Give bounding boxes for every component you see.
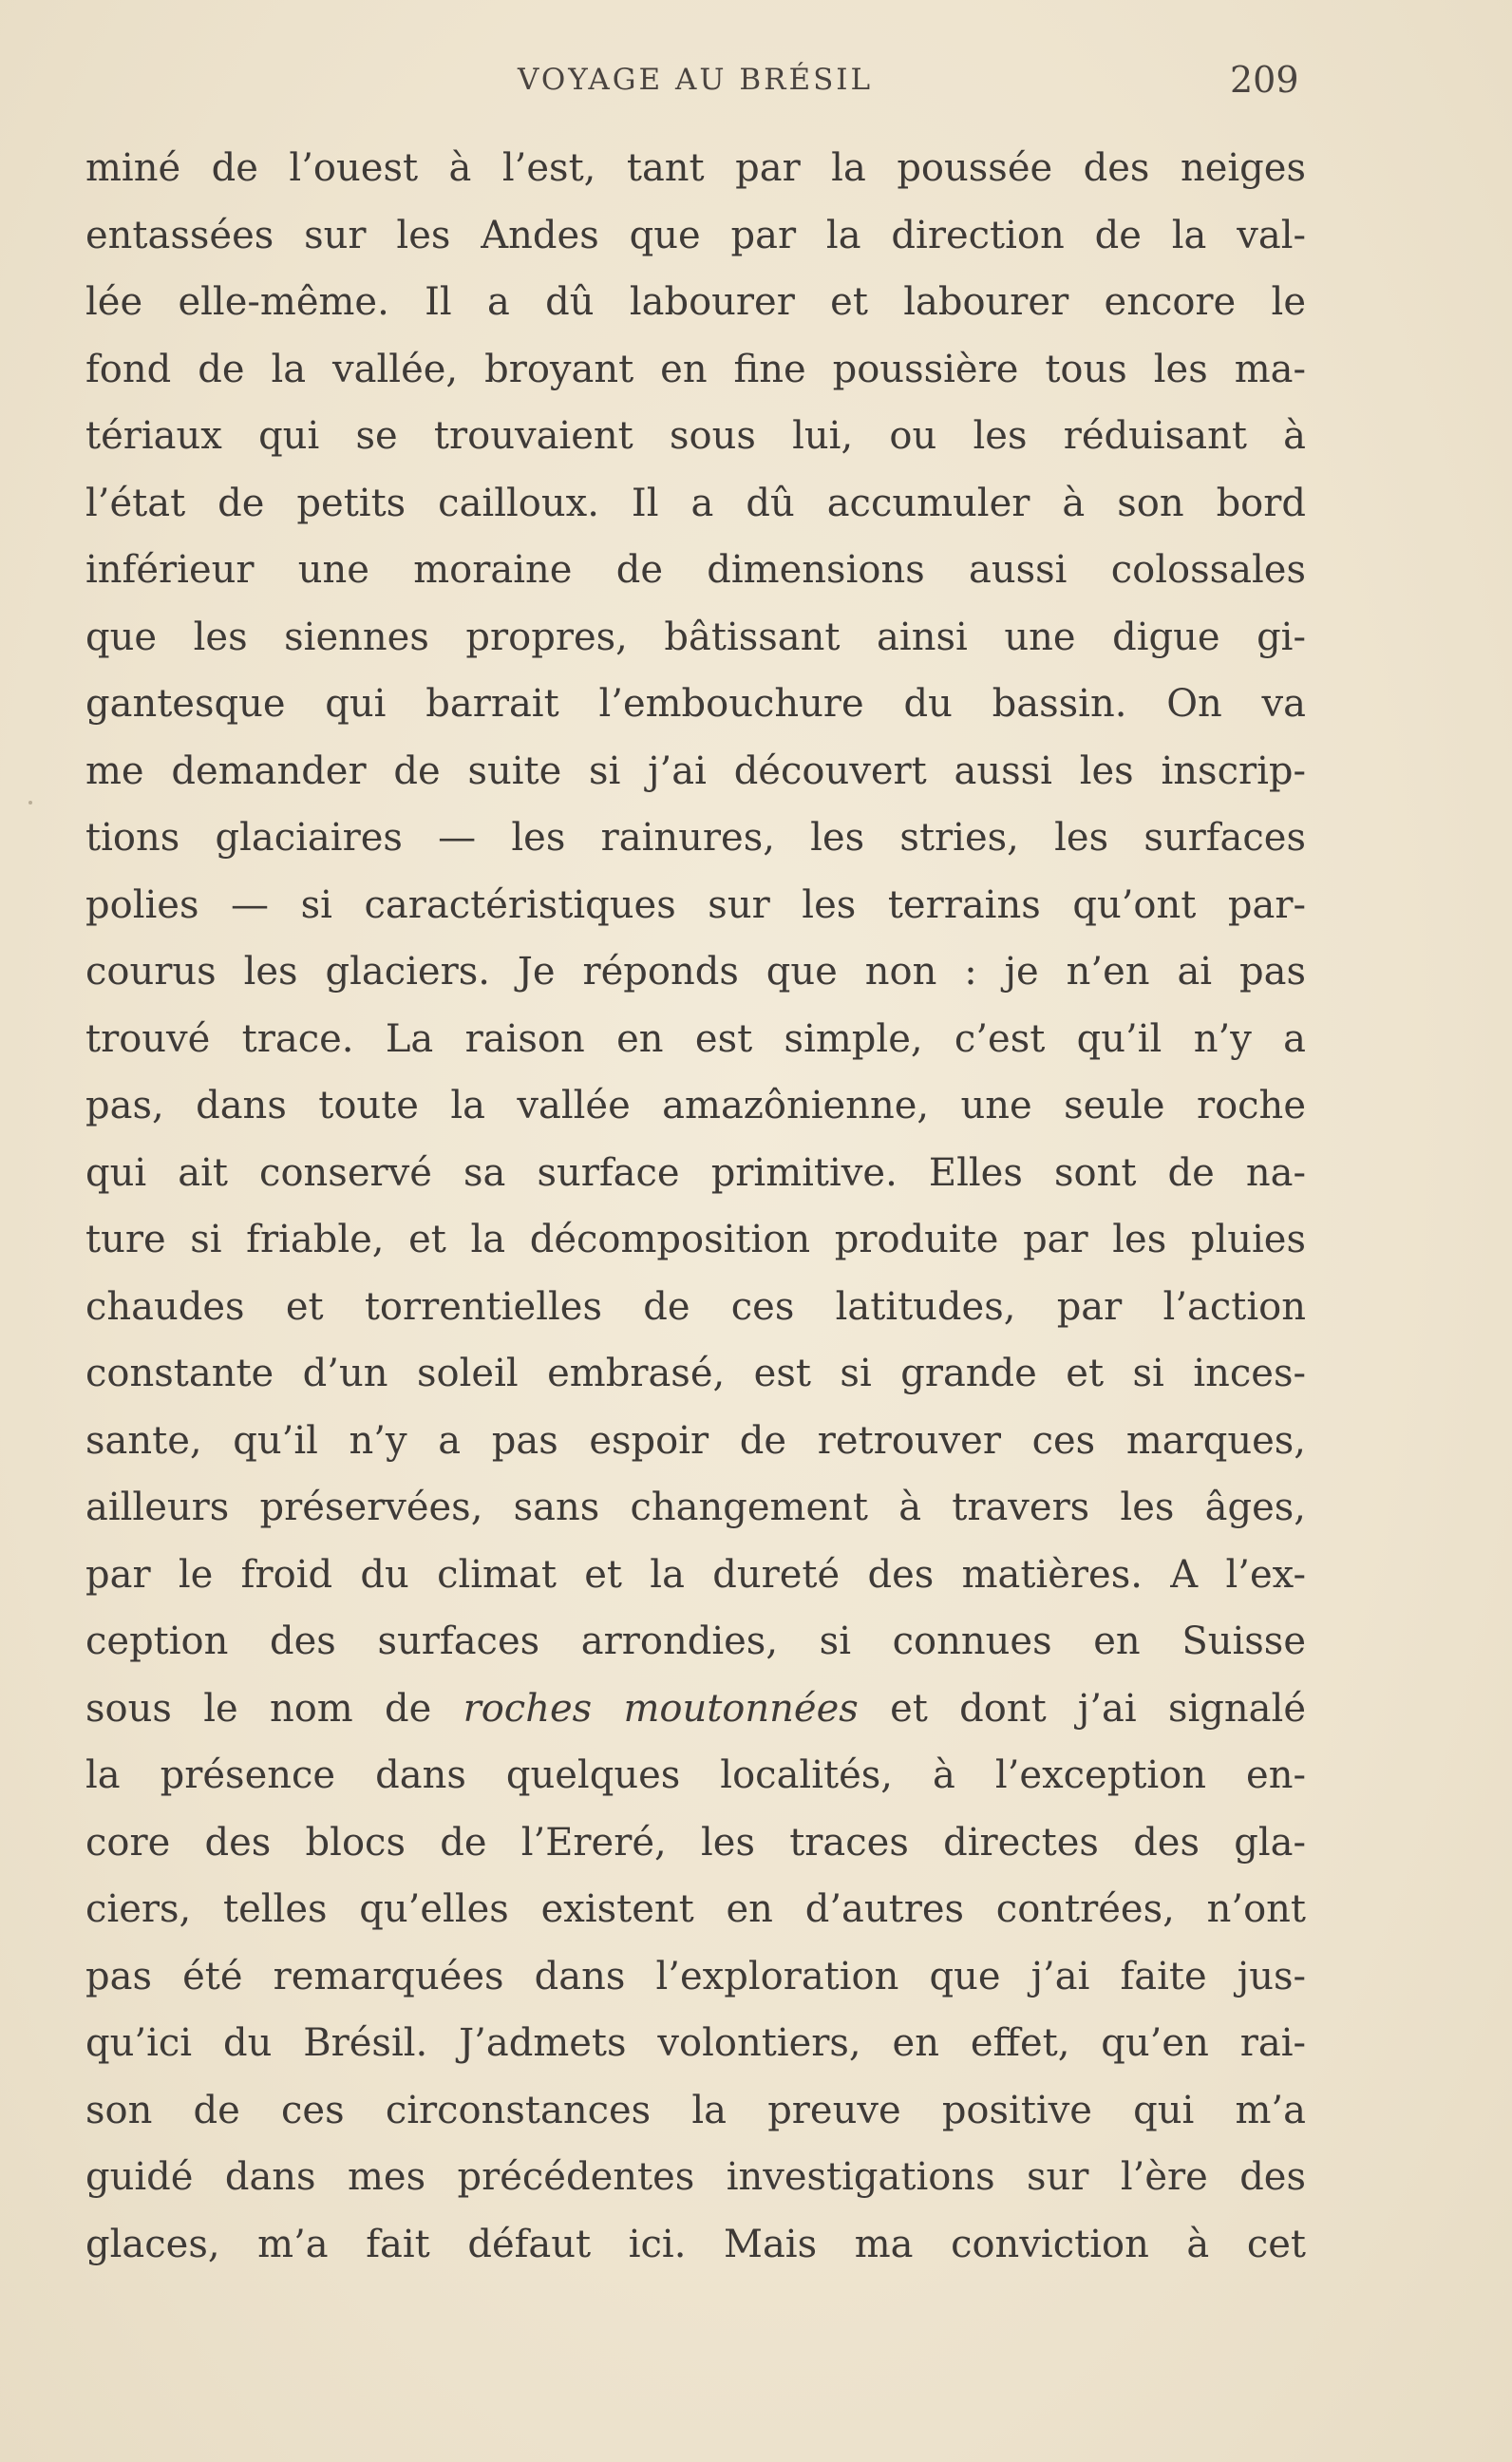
text-line: polies — si caractéristiques sur les terrains qu’ont par- <box>85 882 1306 927</box>
text-line: inférieur une moraine de dimensions aussi colossales <box>85 548 1306 592</box>
text-line: sante, qu’il n’y a pas espoir de retrouver ces marques, <box>85 1418 1306 1463</box>
body-text <box>85 135 1306 2278</box>
line-segment: sous le nom de <box>85 1686 463 1731</box>
text-line: lée elle-même. Il a dû labourer et labourer encore le <box>85 280 1306 324</box>
text-line: ture si friable, et la décomposition produite par les pluies <box>85 1218 1306 1261</box>
text-line: me demander de suite si j’ai découvert aussi les inscrip- <box>85 748 1306 793</box>
text-line: core des blocs de l’Ereré, les traces directes des gla- <box>85 1820 1306 1865</box>
text-line: miné de l’ouest à l’est, tant par la poussée des neiges <box>85 146 1306 190</box>
text-line: entassées sur les Andes que par la direction de la val- <box>85 213 1306 257</box>
text-line: ciers, telles qu’elles existent en d’autres contrées, n’ont <box>85 1887 1306 1931</box>
text-line: ailleurs préservées, sans changement à travers les âges, <box>85 1486 1306 1529</box>
text-line: tions glaciaires — les rainures, les stries, les surfaces <box>85 816 1306 860</box>
text-line: gantesque qui barrait l’embouchure du bassin. On va <box>85 682 1306 726</box>
text-line: que les siennes propres, bâtissant ainsi une digue gi- <box>85 615 1306 659</box>
text-line: ception des surfaces arrondies, si connues en Suisse <box>85 1619 1306 1663</box>
text-line: tériaux qui se trouvaient sous lui, ou les réduisant à <box>85 414 1306 458</box>
text-line: chaudes et torrentielles de ces latitudes, par l’action <box>85 1284 1306 1329</box>
paper-speck <box>28 801 32 805</box>
text-line: fond de la vallée, broyant en fine poussière tous les ma- <box>85 347 1306 391</box>
running-head <box>0 59 1512 106</box>
text-line: constante d’un soleil embrasé, est si grande et si inces- <box>85 1352 1306 1395</box>
italic-term: roches moutonnées <box>463 1686 859 1731</box>
text-line: qu’ici du Brésil. J’admets volontiers, en effet, qu’en rai- <box>85 2021 1306 2065</box>
text-line: son de ces circonstances la preuve positive qui m’a <box>85 2088 1306 2132</box>
text-line: pas été remarquées dans l’exploration que j’ai faite jus- <box>85 1954 1306 1998</box>
text-line: courus les glaciers. Je réponds que non : je n’en ai pas <box>85 950 1306 994</box>
text-line: l’état de petits cailloux. Il a dû accumuler à son bord <box>85 481 1306 525</box>
text-line: guidé dans mes précédentes investigations sur l’ère des <box>85 2155 1306 2199</box>
line-segment: et dont j’ai signalé <box>858 1686 1306 1731</box>
text-line: trouvé trace. La raison en est simple, c’est qu’il n’y a <box>85 1016 1306 1061</box>
running-head-title: VOYAGE AU BRÉSIL <box>518 63 874 97</box>
text-line: pas, dans toute la vallée amazônienne, une seule roche <box>85 1084 1306 1127</box>
text-line: qui ait conservé sa surface primitive. Elles sont de na- <box>85 1150 1306 1195</box>
page-number: 209 <box>1230 59 1299 101</box>
text-line-with-italic <box>85 1676 1306 1743</box>
text-line: glaces, m’a fait défaut ici. Mais ma conviction à cet <box>85 2222 1306 2266</box>
text-line: par le froid du climat et la dureté des matières. A l’ex- <box>85 1552 1306 1597</box>
text-line: la présence dans quelques localités, à l’exception en- <box>85 1753 1306 1797</box>
